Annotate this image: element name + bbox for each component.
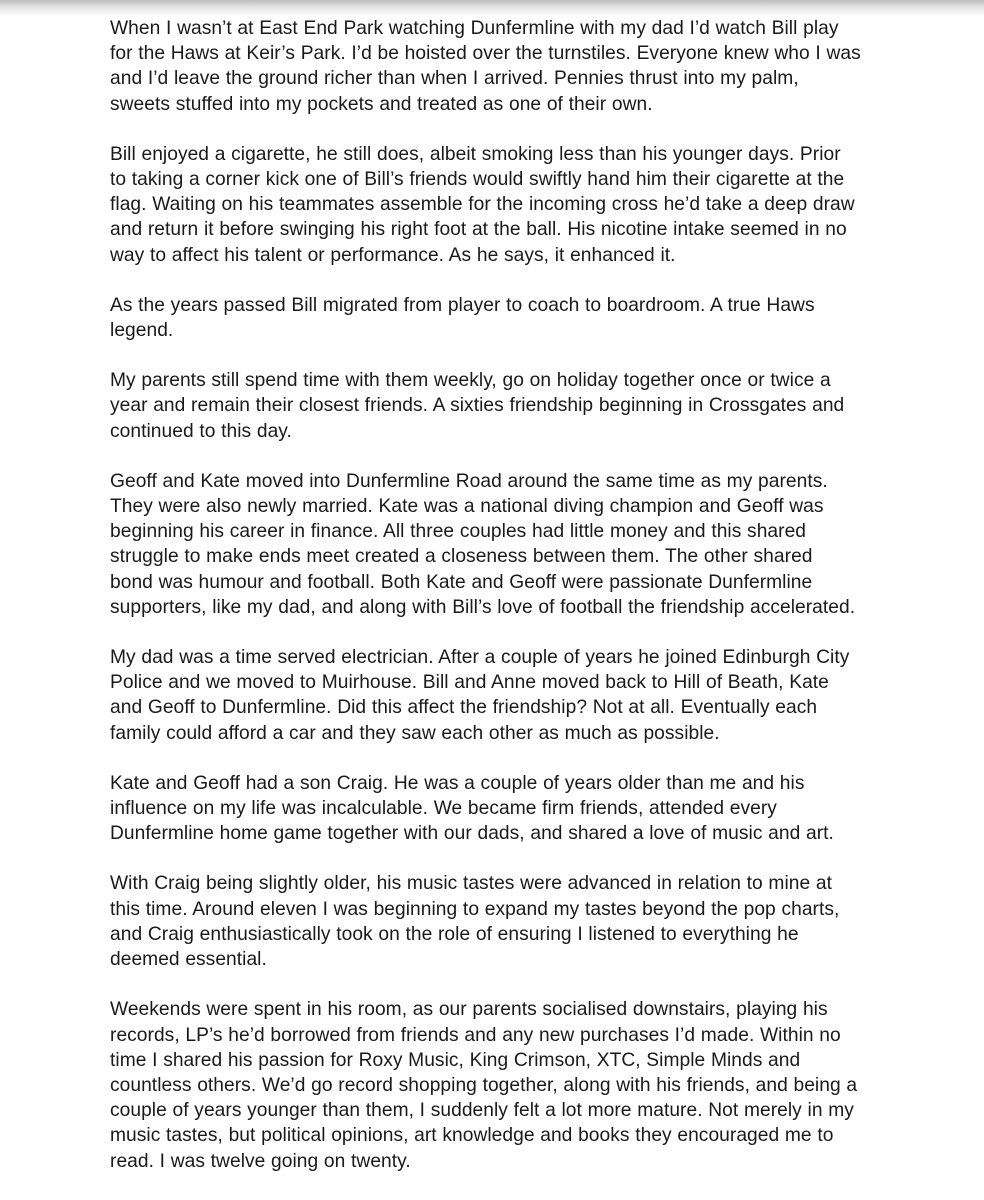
text-line: to taking a corner kick one of Bill’s friends would swiftly hand him their cigarette at the: [110, 169, 845, 191]
paragraph-3: [110, 293, 900, 343]
text-line: My parents still spend time with them weekly, go on holiday together once or twice a: [110, 370, 831, 392]
paragraph-4: [110, 368, 900, 444]
text-line: legend.: [110, 320, 174, 342]
text-line: influence on my life was incalculable. We became firm friends, attended every: [110, 798, 777, 820]
text-line: Police and we moved to Muirhouse. Bill and Anne moved back to Hill of Beath, Kate: [110, 672, 829, 694]
text-line: My dad was a time served electrician. After a couple of years he joined Edinburgh City: [110, 647, 850, 669]
text-line: sweets stuffed into my pockets and treated as one of their own.: [110, 93, 653, 115]
text-line: records, LP’s he’d borrowed from friends and any new purchases I’d made. Within no: [110, 1024, 841, 1046]
text-line: family could afford a car and they saw each other as much as possible.: [110, 722, 720, 744]
text-line: When I wasn’t at East End Park watching Dunfermline with my dad I’d watch Bill play: [110, 18, 839, 39]
paragraph-7: [110, 771, 900, 847]
text-line: As the years passed Bill migrated from player to coach to boardroom. A true Haws: [110, 294, 815, 316]
text-line: They were also newly married. Kate was a national diving champion and Geoff was: [110, 496, 824, 518]
text-line: With Craig being slightly older, his music tastes were advanced in relation to mine at: [110, 873, 832, 895]
text-line: music tastes, but political opinions, art knowledge and books they encouraged me to: [110, 1125, 834, 1147]
text-line: supporters, like my dad, and along with Bill’s love of football the friendship accelerated.: [110, 596, 856, 618]
text-line: countless others. We’d go record shopping together, along with his friends, and being a: [110, 1074, 858, 1096]
paragraph-1: [110, 16, 900, 117]
text-line: flag. Waiting on his teammates assemble for the incoming cross he’d take a deep draw: [110, 194, 855, 216]
paragraph-9: [110, 997, 900, 1173]
text-line: and Geoff to Dunfermline. Did this affect the friendship? Not at all. Eventually each: [110, 697, 818, 719]
text-line: continued to this day.: [110, 420, 292, 442]
text-line: and return it before swinging his right foot at the ball. His nicotine intake seemed in no: [110, 219, 847, 241]
text-line: Bill enjoyed a cigarette, he still does, albeit smoking less than his younger days. Prior: [110, 143, 841, 165]
text-line: and Craig enthusiastically took on the role of ensuring I listened to everything he: [110, 923, 799, 945]
paragraph-6: [110, 645, 900, 746]
text-line: couple of years younger than them, I suddenly felt a lot more mature. Not merely in my: [110, 1100, 854, 1122]
text-line: Geoff and Kate moved into Dunfermline Road around the same time as my parents.: [110, 470, 828, 492]
text-line: for the Haws at Keir’s Park. I’d be hoisted over the turnstiles. Everyone knew who I was: [110, 43, 861, 65]
text-line: Kate and Geoff had a son Craig. He was a couple of years older than me and his: [110, 772, 805, 794]
document-page: [110, 16, 900, 1174]
text-line: bond was humour and football. Both Kate and Geoff were passionate Dunfermline: [110, 571, 813, 593]
text-line: Weekends were spent in his room, as our parents socialised downstairs, playing his: [110, 999, 828, 1021]
paragraph-5: [110, 469, 900, 620]
paragraph-2: [110, 142, 900, 268]
text-line: Dunfermline home game together with our dads, and shared a love of music and art.: [110, 823, 834, 845]
text-line: beginning his career in finance. All three couples had little money and this shared: [110, 521, 807, 543]
text-line: and I’d leave the ground richer than when I arrived. Pennies thrust into my palm,: [110, 68, 799, 90]
paragraph-8: [110, 871, 900, 972]
text-line: year and remain their closest friends. A sixties friendship beginning in Crossgates and: [110, 395, 845, 417]
text-line: read. I was twelve going on twenty.: [110, 1150, 411, 1172]
text-line: time I shared his passion for Roxy Music, King Crimson, XTC, Simple Minds and: [110, 1049, 801, 1071]
text-line: this time. Around eleven I was beginning to expand my tastes beyond the pop charts,: [110, 898, 840, 920]
text-line: deemed essential.: [110, 949, 267, 971]
text-line: struggle to make ends meet created a closeness between them. The other shared: [110, 546, 813, 568]
top-edge-shadow: [0, 0, 984, 16]
text-line: way to affect his talent or performance. As he says, it enhanced it.: [110, 244, 676, 266]
